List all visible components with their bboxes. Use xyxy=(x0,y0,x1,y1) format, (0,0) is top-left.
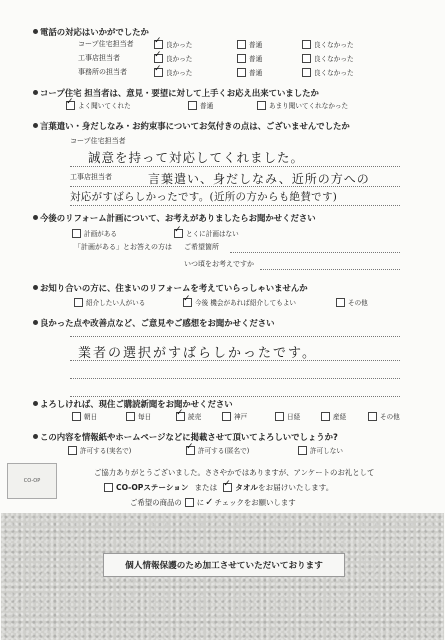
q5-title: お知り合いの方に、住まいのリフォームを考えていらっしゃいませんか xyxy=(33,282,308,294)
option-label: 良かった xyxy=(166,55,193,63)
coop-staff-comment: 誠意を持って対応してくれました。 xyxy=(88,150,305,165)
or-label: または xyxy=(194,483,218,492)
checkbox[interactable] xyxy=(321,412,330,421)
contractor-comment-2: 対応がすばらしかったです。(近所の方からも絶賛です) xyxy=(70,191,338,203)
checkbox[interactable] xyxy=(174,229,183,238)
privacy-notice: 個人情報保護のため加工させていただいております xyxy=(103,553,345,577)
option-label: 良かった xyxy=(166,69,193,77)
q4-title: 今後のリフォーム計画について、お考えがありましたらお聞かせください xyxy=(33,212,316,224)
q1-row-label: コープ住宅担当者 xyxy=(78,40,134,48)
checkbox[interactable] xyxy=(186,446,195,455)
coop-station-thumbnail: CO-OP xyxy=(7,463,57,499)
checkbox[interactable] xyxy=(72,412,81,421)
q1-option[interactable] xyxy=(154,67,192,77)
q6-comment: 業者の選択がすばらしかったです。 xyxy=(78,346,317,361)
q4-option-plan[interactable]: 計画がある xyxy=(72,228,117,238)
q5-option-introduce[interactable]: 紹介したい人がいる xyxy=(74,297,145,307)
plan-label: 「計画がある」とお答えの方は xyxy=(74,243,172,251)
q1-option[interactable] xyxy=(302,39,354,49)
checkbox[interactable] xyxy=(154,68,163,77)
q7-option[interactable] xyxy=(368,411,400,421)
option-label: 日経 xyxy=(287,413,301,421)
check-instruction xyxy=(130,497,296,508)
towel-suffix: をお届けいたします。 xyxy=(258,483,334,492)
q1-option[interactable] xyxy=(237,53,262,63)
coop-station-label: CO-OPステーション xyxy=(116,483,189,492)
q8-option-deny[interactable]: 許可しない xyxy=(298,445,343,455)
q2-title: コープ住宅 担当者は、意見・要望に対して上手くお応え出来ていましたか xyxy=(33,87,319,99)
instruction-c: チェックをお願いします xyxy=(214,498,296,507)
checkbox[interactable] xyxy=(74,298,83,307)
option-label: 普通 xyxy=(249,69,263,77)
when-label: いつ頃をお考えですか xyxy=(184,260,254,268)
checkbox[interactable] xyxy=(126,412,135,421)
q5-option-maybe[interactable]: ✓ 今後 機会があれば紹介してもよい xyxy=(183,297,296,307)
checkbox[interactable] xyxy=(183,298,192,307)
checkbox[interactable] xyxy=(257,101,266,110)
checkbox[interactable] xyxy=(154,54,163,63)
q7-option[interactable] xyxy=(321,411,346,421)
option-label: 読売 xyxy=(188,413,202,421)
checkbox[interactable] xyxy=(68,446,77,455)
checkbox[interactable] xyxy=(222,412,231,421)
q1-option[interactable] xyxy=(302,67,354,77)
checkbox[interactable] xyxy=(368,412,377,421)
checkbox[interactable] xyxy=(66,101,75,110)
checkbox[interactable] xyxy=(237,68,246,77)
contractor-comment-1: 言葉遣い、身だしなみ、近所の方への xyxy=(148,172,370,186)
option-label: 良くなかった xyxy=(314,69,354,77)
checkbox[interactable] xyxy=(302,40,311,49)
q7-option[interactable] xyxy=(222,411,247,421)
q7-option[interactable] xyxy=(72,411,97,421)
checkbox[interactable] xyxy=(188,101,197,110)
coop-station-checkbox[interactable] xyxy=(104,483,113,492)
option-label: 良くなかった xyxy=(314,55,354,63)
option-label: 毎日 xyxy=(138,413,152,421)
checkbox[interactable] xyxy=(275,412,284,421)
q1-row-label: 工事店担当者 xyxy=(78,54,120,62)
place-label: ご希望箇所 xyxy=(184,243,219,251)
option-label: 良くなかった xyxy=(314,41,354,49)
q1-option[interactable] xyxy=(302,53,354,63)
coop-staff-label: コープ住宅担当者 xyxy=(70,137,126,145)
checkbox[interactable] xyxy=(176,412,185,421)
contractor-staff-label: 工事店担当者 xyxy=(70,173,112,181)
option-label: その他 xyxy=(380,413,400,421)
q8-option-realname[interactable]: 許可する(実名で) xyxy=(68,445,131,455)
q1-option[interactable] xyxy=(154,39,192,49)
q1-option[interactable] xyxy=(154,53,192,63)
q8-title: この内容を情報紙やホームページなどに掲載させて頂いてよろしいでしょうか? xyxy=(33,431,338,443)
instruction-a: ご希望の商品の xyxy=(130,498,182,507)
q1-option[interactable] xyxy=(237,67,262,77)
check-mark-icon: ✓ xyxy=(205,497,214,508)
thanks-text: ご協力ありがとうございました。ささやかではありますが、アンケートのお礼として xyxy=(94,468,375,477)
q2-option-good[interactable]: ✓ よく聞いてくれた xyxy=(66,100,131,110)
option-label: 普通 xyxy=(249,41,263,49)
option-label: 朝日 xyxy=(84,413,98,421)
q3-title: 言葉遣い・身だしなみ・お約束事についてお気付きの点は、ございませんでしたか xyxy=(33,120,350,132)
option-label: 産経 xyxy=(333,413,347,421)
checkbox[interactable] xyxy=(72,229,81,238)
checkbox[interactable] xyxy=(336,298,345,307)
q6-title: 良かった点や改善点など、ご意見やご感想をお聞かせください xyxy=(33,317,275,329)
q7-option[interactable] xyxy=(126,411,151,421)
q7-option[interactable] xyxy=(275,411,300,421)
q5-option-other[interactable]: その他 xyxy=(336,297,368,307)
q1-title: 電話の対応はいかがでしたか xyxy=(33,26,149,38)
q2-option-normal[interactable]: 普通 xyxy=(188,100,213,110)
checkbox[interactable] xyxy=(237,54,246,63)
towel-label: タオル xyxy=(235,483,259,492)
checkbox[interactable] xyxy=(298,446,307,455)
checkbox[interactable] xyxy=(154,40,163,49)
towel-checkbox[interactable] xyxy=(223,483,232,492)
checkbox[interactable] xyxy=(237,40,246,49)
q7-option[interactable] xyxy=(176,411,201,421)
example-checkbox xyxy=(185,498,194,507)
option-label: 神戸 xyxy=(234,413,248,421)
reward-options xyxy=(104,482,333,493)
q1-option[interactable] xyxy=(237,39,262,49)
q1-row-label: 事務所の担当者 xyxy=(78,68,127,76)
option-label: 普通 xyxy=(249,55,263,63)
checkbox[interactable] xyxy=(302,68,311,77)
q7-title: よろしければ、現住ご購読新聞をお聞かせください xyxy=(33,398,233,410)
q2-option-bad[interactable]: あまり聞いてくれなかった xyxy=(257,100,348,110)
q8-option-anon[interactable]: ✓ 許可する(匿名で) xyxy=(186,445,249,455)
checkbox[interactable] xyxy=(302,54,311,63)
option-label: 良かった xyxy=(166,41,193,49)
q4-option-noplan[interactable]: ✓ とくに計画はない xyxy=(174,228,239,238)
instruction-b: に xyxy=(196,498,205,507)
